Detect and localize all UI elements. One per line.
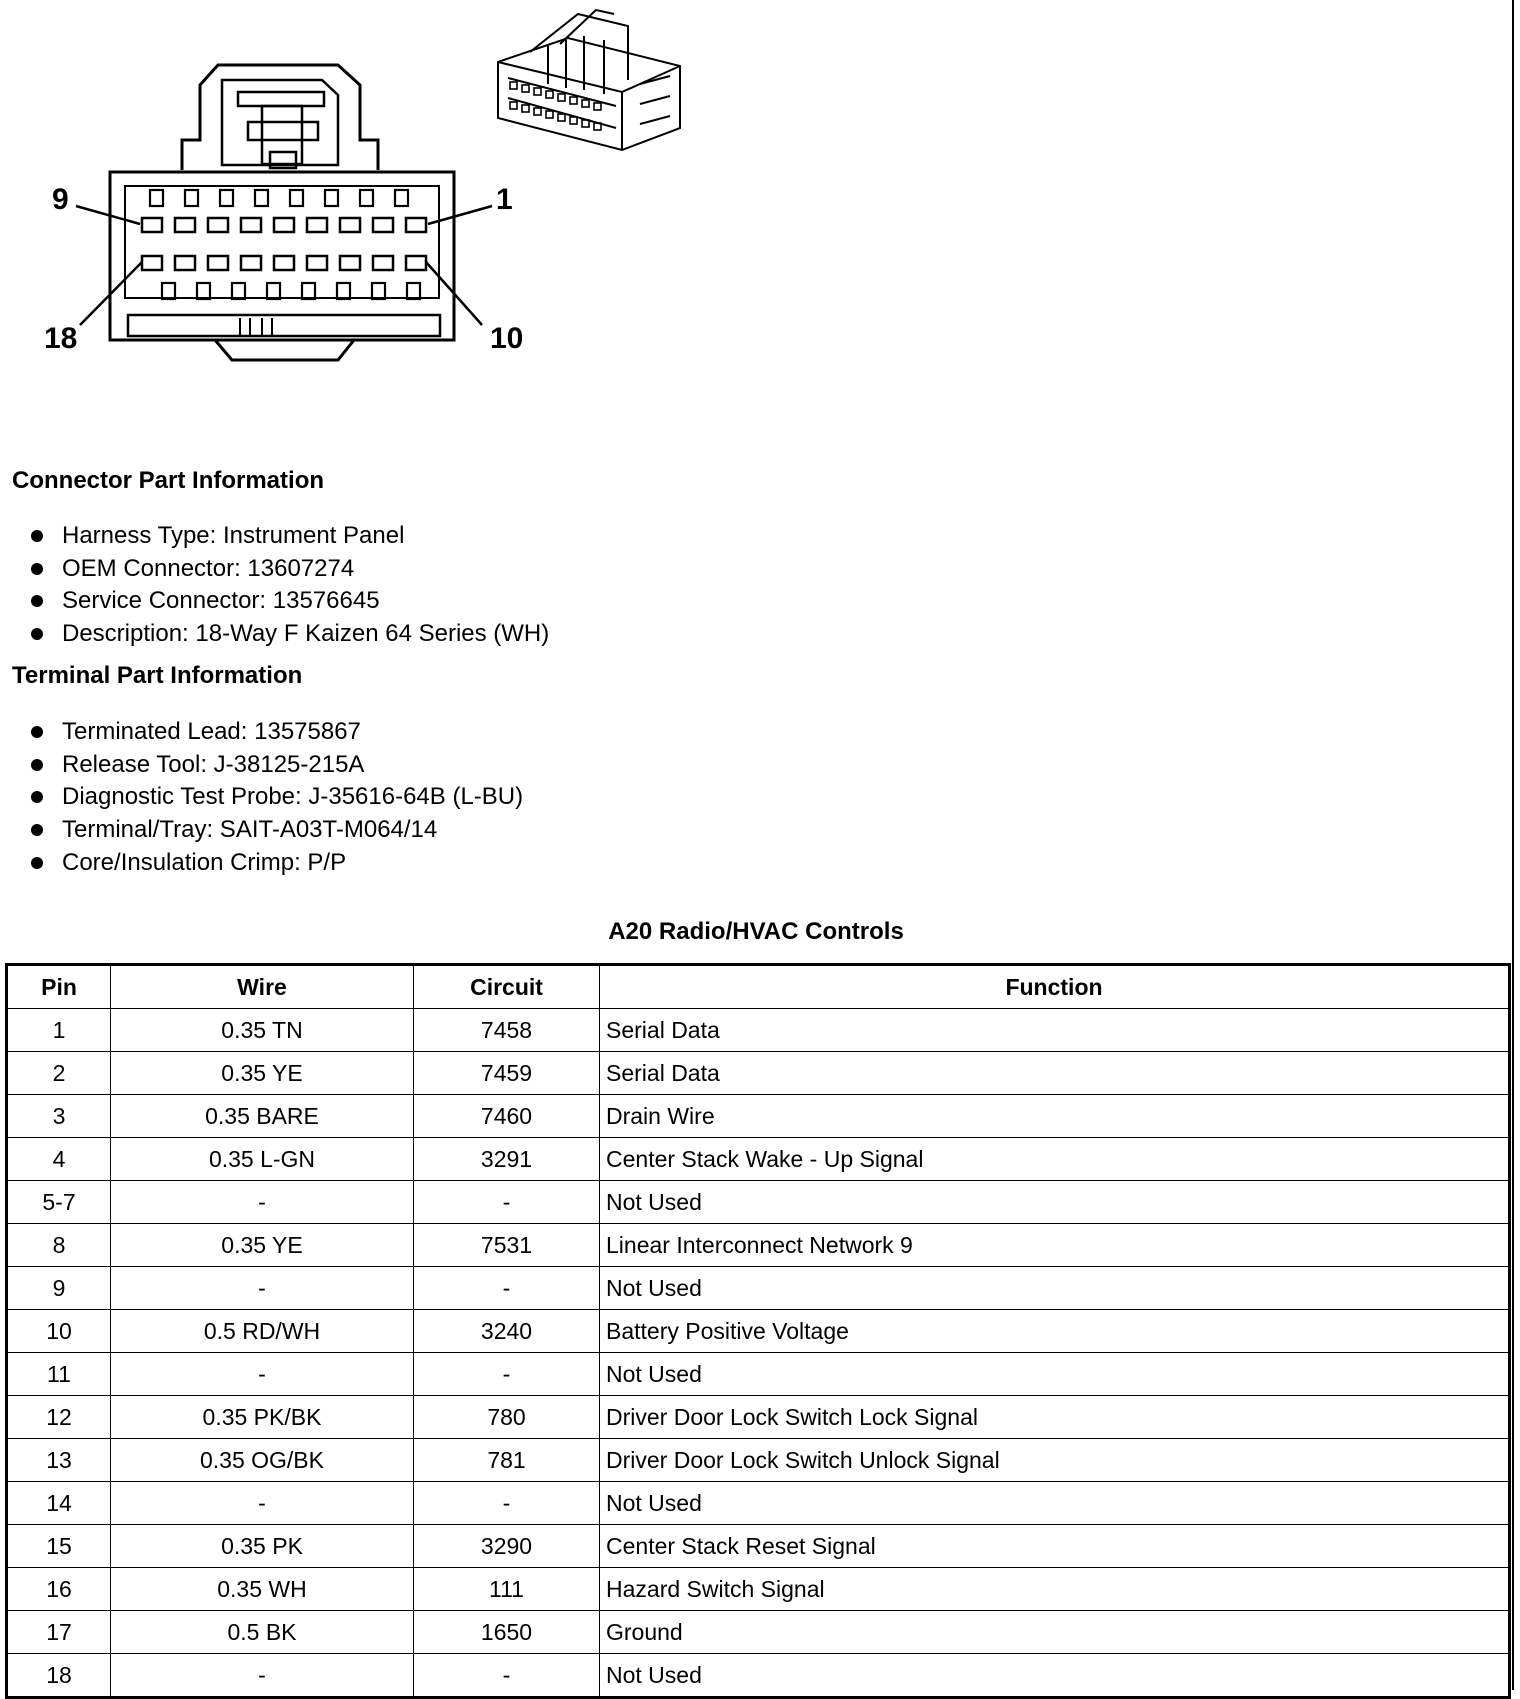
table-row [7,1396,1510,1439]
table-row [7,1353,1510,1396]
table-row [7,1525,1510,1568]
cell-circuit: 7531 [414,1224,600,1267]
cell-circuit: 111 [414,1568,600,1611]
connector-keyway [215,340,354,360]
cell-circuit: 7459 [414,1052,600,1095]
cell-pin: 17 [7,1611,111,1654]
pinout-table [5,963,1511,1699]
pin-label-18: 18 [44,322,78,355]
cell-function: Battery Positive Voltage [600,1310,1510,1353]
list-item: Terminal/Tray: SAIT-A03T-M064/14 [30,814,523,847]
cell-circuit: - [414,1181,600,1224]
table-row [7,1224,1510,1267]
cell-circuit: 7458 [414,1009,600,1052]
cell-wire: - [111,1181,414,1224]
cell-function: Center Stack Wake - Up Signal [600,1138,1510,1181]
cell-circuit: 780 [414,1396,600,1439]
cell-function: Ground [600,1611,1510,1654]
cell-wire: 0.35 YE [111,1224,414,1267]
bullet-icon [31,726,43,738]
cell-pin: 1 [7,1009,111,1052]
cell-function: Linear Interconnect Network 9 [600,1224,1510,1267]
table-row [7,1654,1510,1698]
cell-wire: - [111,1654,414,1698]
cell-wire: 0.35 PK [111,1525,414,1568]
cell-pin: 18 [7,1654,111,1698]
table-row [7,1611,1510,1654]
terminal-info-list [30,716,523,879]
cell-circuit: 781 [414,1439,600,1482]
table-row [7,1181,1510,1224]
table-row [7,1095,1510,1138]
cell-circuit: 3290 [414,1525,600,1568]
pin-label-1: 1 [496,183,513,216]
list-item: Core/Insulation Crimp: P/P [30,847,523,880]
cell-wire: 0.35 PK/BK [111,1396,414,1439]
table-row [7,1310,1510,1353]
cavity-row-pins-1-9 [142,218,426,232]
list-item: Terminated Lead: 13575867 [30,716,523,749]
list-item: Service Connector: 13576645 [30,585,549,618]
cell-pin: 12 [7,1396,111,1439]
bullet-icon [31,563,43,575]
bullet-icon [31,857,43,869]
cell-function: Not Used [600,1181,1510,1224]
cell-wire: 0.35 L-GN [111,1138,414,1181]
cell-function: Not Used [600,1353,1510,1396]
cell-pin: 5-7 [7,1181,111,1224]
list-item: Description: 18-Way F Kaizen 64 Series (WH) [30,618,549,651]
cell-pin: 13 [7,1439,111,1482]
bullet-icon [31,791,43,803]
cell-wire: 0.5 BK [111,1611,414,1654]
table-row [7,1568,1510,1611]
cell-function: Driver Door Lock Switch Lock Signal [600,1396,1510,1439]
cell-wire: - [111,1267,414,1310]
cell-circuit: 1650 [414,1611,600,1654]
connector-3d-view [498,10,680,150]
cell-function: Not Used [600,1482,1510,1525]
cell-wire: 0.35 BARE [111,1095,414,1138]
cell-pin: 9 [7,1267,111,1310]
cell-pin: 8 [7,1224,111,1267]
connector-info-title: Connector Part Information [12,467,325,494]
cell-function: Not Used [600,1267,1510,1310]
bullet-icon [31,595,43,607]
cell-pin: 4 [7,1138,111,1181]
cell-function: Drain Wire [600,1095,1510,1138]
cell-function: Not Used [600,1654,1510,1698]
cell-wire: 0.35 YE [111,1052,414,1095]
cell-function: Serial Data [600,1009,1510,1052]
cell-circuit: - [414,1353,600,1396]
bullet-icon [31,824,43,836]
cell-pin: 15 [7,1525,111,1568]
cell-function: Serial Data [600,1052,1510,1095]
connector-diagram [0,0,720,380]
bullet-icon [31,530,43,542]
table-row [7,1267,1510,1310]
header-function: Function [600,965,1510,1009]
bullet-icon [31,759,43,771]
header-circuit: Circuit [414,965,600,1009]
cell-function: Hazard Switch Signal [600,1568,1510,1611]
cell-pin: 11 [7,1353,111,1396]
cell-function: Center Stack Reset Signal [600,1525,1510,1568]
cavity-row-bottom [162,283,420,299]
bullet-icon [31,628,43,640]
cell-pin: 14 [7,1482,111,1525]
cell-pin: 3 [7,1095,111,1138]
cell-pin: 2 [7,1052,111,1095]
cavity-row-pins-10-18 [142,256,426,270]
page-right-border [1512,0,1514,1690]
cell-circuit: 7460 [414,1095,600,1138]
table-row [7,1482,1510,1525]
cell-circuit: 3240 [414,1310,600,1353]
table-row [7,1052,1510,1095]
header-pin: Pin [7,965,111,1009]
cell-circuit: 3291 [414,1138,600,1181]
list-item: Diagnostic Test Probe: J-35616-64B (L-BU) [30,781,523,814]
cell-wire: 0.35 TN [111,1009,414,1052]
table-row [7,1439,1510,1482]
table-row [7,1009,1510,1052]
list-item: Release Tool: J-38125-215A [30,749,523,782]
cell-circuit: - [414,1482,600,1525]
cell-wire: 0.35 WH [111,1568,414,1611]
cell-wire: - [111,1353,414,1396]
cell-pin: 10 [7,1310,111,1353]
connector-info-list [30,520,549,651]
cavity-row-top [150,190,408,206]
terminal-info-title: Terminal Part Information [12,662,303,689]
cell-circuit: - [414,1267,600,1310]
pin-label-10: 10 [490,322,524,355]
pin-label-9: 9 [52,183,69,216]
cell-pin: 16 [7,1568,111,1611]
list-item: OEM Connector: 13607274 [30,553,549,586]
cell-wire: 0.35 OG/BK [111,1439,414,1482]
table-row [7,1138,1510,1181]
table-title: A20 Radio/HVAC Controls [608,918,904,945]
cell-wire: - [111,1482,414,1525]
cell-function: Driver Door Lock Switch Unlock Signal [600,1439,1510,1482]
cell-circuit: - [414,1654,600,1698]
list-item: Harness Type: Instrument Panel [30,520,549,553]
cell-wire: 0.5 RD/WH [111,1310,414,1353]
header-wire: Wire [111,965,414,1009]
table-header-row [7,965,1510,1009]
